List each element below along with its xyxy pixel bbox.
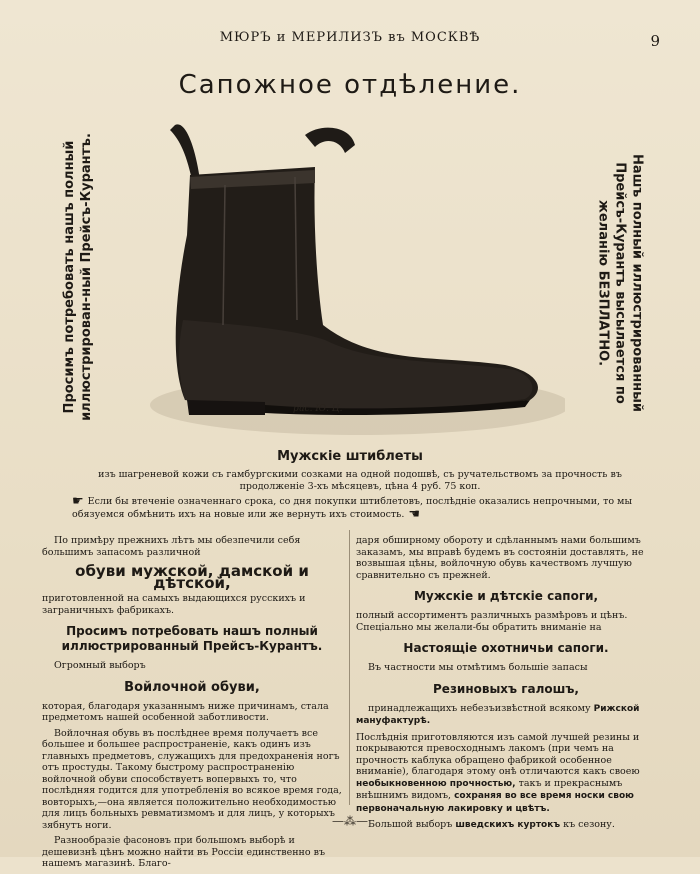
ornament-icon: —⁂— (332, 814, 368, 828)
section-heading: Настоящіе охотничьи сапоги. (403, 641, 609, 655)
text-run: Послѣднія приготовляются изъ самой лучшей резины и покрываются превосходнымъ лакомъ (при чемъ на прочность каблука обращено фабрикой особенное вниманіе), благодаря этому онѣ отличаются какъ своею (356, 731, 640, 777)
text-run: сохраняя во все время носки свою первоначальную лакировку и цвѣтъ. (356, 791, 634, 814)
section-heading: Мужскіе и дѣтскіе сапоги, (413, 589, 599, 603)
text-run: къ сезону. (563, 819, 615, 830)
boot-illustration (145, 115, 565, 445)
product-name: Мужскіе штиблеты (277, 449, 423, 464)
paragraph: Огромный выборъ (54, 660, 146, 671)
section-heading: Резиновыхъ галошъ, (433, 681, 579, 696)
section-heading: обуви мужской, дамской и дѣтской, (75, 562, 309, 592)
text-run: Большой выборъ (368, 819, 453, 830)
text-run: Рижской мануфактурѣ. (356, 703, 640, 726)
warranty-notice (72, 495, 662, 521)
pointing-hand-icon: ☛ (72, 494, 84, 509)
text-run: принадлежащихъ небезъизвѣстной всякому (368, 702, 591, 714)
side-note-left (38, 122, 118, 432)
paragraph: которая, благодаря указаннымъ ниже причинамъ, стала предметомъ нашей особенной заботливости. (42, 700, 329, 723)
paragraph (356, 732, 656, 816)
paragraph: Въ частности мы отмѣтимъ большіе запасы (368, 662, 588, 673)
side-note-right (580, 128, 660, 438)
page-title: Сапожное отдѣление. (178, 70, 522, 100)
paragraph: Разнообразіе фасоновъ при большомъ выборѣ и дешевизнѣ цѣнъ можно найти въ Россіи единственно въ нашемъ магазинѣ. Благо- (42, 835, 325, 869)
illustration-signature: рис. Ю. Ц. (293, 404, 343, 414)
paragraph: По примѣру прежнихъ лѣтъ мы обезпечили себя большимъ запасомъ различной (42, 535, 301, 558)
section-heading: Войлочной обуви, (124, 679, 260, 695)
paragraph: даря обширному обороту и сдѣланнымъ нами большимъ заказамъ, мы вправѣ будемъ въ состояніи доставлять, не возвышая цѣны, войлочную обувь качествомъ лучшую сравнительно съ прежней. (356, 535, 644, 581)
paragraph (356, 703, 656, 728)
side-note-right-text: Нашъ полный иллюстрированный Прейсъ-Курантъ высылается по желанію БЕЗПЛАТНО. (595, 153, 645, 413)
text-run: шведскихъ куртокъ (455, 820, 561, 830)
side-note-left-text: Просимъ потребовать нашъ полный иллюстрирован-ный Прейсъ-Курантъ. (62, 133, 94, 421)
page-number: 9 (650, 32, 660, 50)
pointing-hand-icon: ☚ (408, 507, 421, 522)
column-divider (349, 530, 350, 805)
right-column (356, 535, 656, 836)
paragraph: Войлочная обувь въ послѣднее время получаетъ все большее и большее распространеніе, какъ одинъ изъ главныхъ предметовъ, служащихъ для предохраненія ногъ отъ простуды. Такому быстрому распространенію войлочной обуви способствуетъ вопервыхъ то, что послѣдняя годится для употребленія во всякое время года, вовторыхъ,—она является положительно необходимостью для лицъ больныхъ ревматизмомъ и для лицъ, у которыхъ зябнутъ ноги. (42, 727, 342, 831)
section-heading: Просимъ потребовать нашъ полный иллюстрированный Прейсъ-Курантъ. (61, 624, 323, 653)
text-run: такъ и прекраснымъ внѣшнимъ видомъ, (356, 777, 623, 801)
product-description: изъ шагреневой кожи съ гамбургскими созками на одной подошвѣ, съ ручательствомъ за прочность въ продолженіе 3-хъ мѣсяцевъ, цѣна 4 руб. 75 коп. (98, 469, 622, 492)
text-run: необыкновенною прочностью, (356, 778, 516, 789)
running-header: МЮРЪ и МЕРИЛИЗЪ въ МОСКВѢ (219, 30, 481, 45)
paragraph: приготовленной на самыхъ выдающихся русскихъ и заграничныхъ фабрикахъ. (42, 593, 306, 616)
paragraph: полный ассортиментъ различныхъ размѣровъ и цѣнъ. Спеціально мы желали-бы обратить вниманіе на (356, 610, 628, 633)
warranty-notice-text: Если бы втеченіе означеннаго срока, со дня покупки штиблетовъ, послѣдніе оказались непрочными, то мы обязуемся обмѣнить ихъ на новые или же вернуть ихъ стоимость. (72, 496, 633, 520)
